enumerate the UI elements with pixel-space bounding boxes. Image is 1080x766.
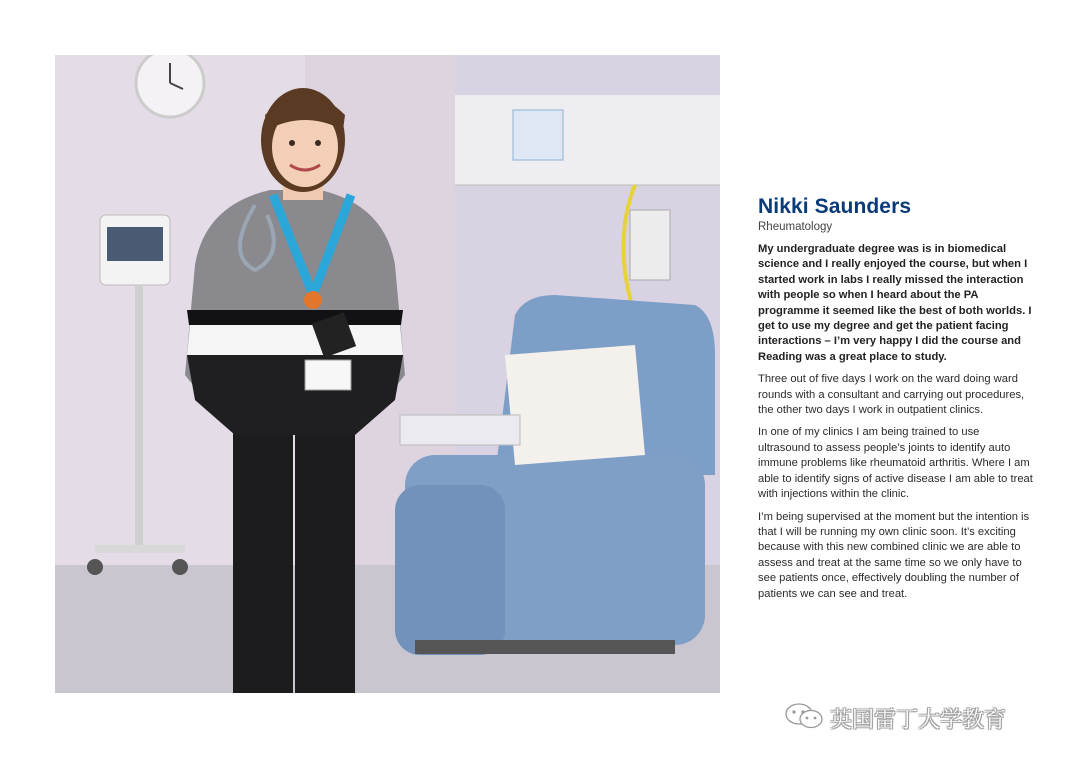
watermark: [784, 703, 1006, 733]
profile-text: [758, 194, 1034, 609]
wechat-icon: [784, 702, 824, 735]
body-paragraph: Three out of five days I work on the ward doing ward rounds with a consultant and carrying out procedures, the other two days I work in outpatient clinics.: [758, 373, 1025, 417]
profile-role: Rheumatology: [758, 221, 833, 233]
body-paragraph: In one of my clinics I am being trained to use ultrasound to assess people’s joints to identify auto immune problems like rheumatoid arthritis. Where I am able to identify signs of active disease I am able to treat with injections within the clinic.: [758, 426, 1033, 501]
portrait-photo: [55, 55, 720, 693]
watermark-text: 英国雷丁大学教育: [830, 707, 1007, 733]
body-paragraph: I’m being supervised at the moment but the intention is that I will be running my own clinic soon. It’s exciting because with this new combined clinic we are able to assess and treat at the same time so we only have to see patients once, effectively doubling the number of patients we can see and treat.: [758, 510, 1030, 600]
intro-paragraph: My undergraduate degree was is in biomedical science and I really enjoyed the course, but when I started work in labs I really missed the interaction with people so when I heard about the PA programme it seemed like the best of both worlds. I get to use my degree and get the patient facing interactions – I’m very happy I did the course and Reading was a great place to study.: [758, 243, 1032, 363]
profile-name: Nikki Saunders: [758, 195, 912, 218]
